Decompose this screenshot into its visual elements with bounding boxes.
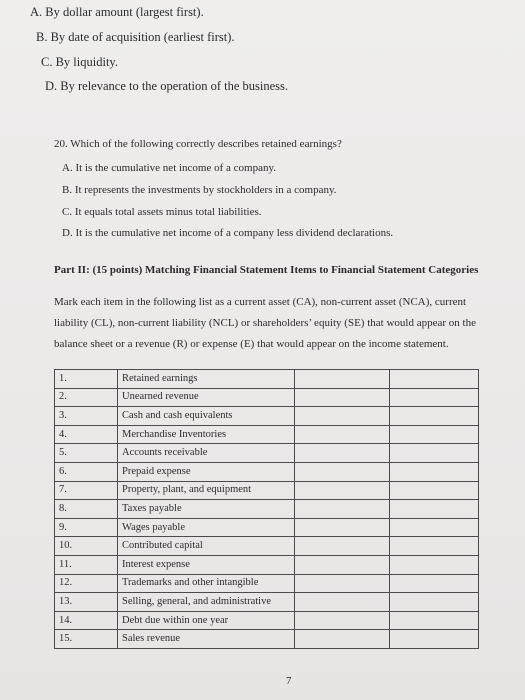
item-number: 5.: [55, 444, 118, 463]
answer-cell[interactable]: [295, 407, 390, 426]
item-name: Prepaid expense: [118, 462, 295, 481]
item-number: 8.: [55, 500, 118, 519]
answer-cell-extra[interactable]: [390, 481, 479, 500]
answer-cell-extra[interactable]: [390, 574, 479, 593]
answer-cell-extra[interactable]: [390, 407, 479, 426]
table-row: [55, 500, 479, 519]
answer-cell-extra[interactable]: [390, 388, 479, 407]
table-row: [55, 407, 479, 426]
page-number: 7: [286, 675, 292, 687]
answer-cell[interactable]: [295, 611, 390, 630]
answer-cell[interactable]: [295, 555, 390, 574]
question-20-option-b: B. It represents the investments by stockholders in a company.: [62, 184, 337, 196]
item-number: 11.: [55, 555, 118, 574]
item-name: Sales revenue: [118, 630, 295, 649]
answer-cell-extra[interactable]: [390, 462, 479, 481]
table-row: [55, 611, 479, 630]
item-name: Taxes payable: [118, 500, 295, 519]
table-row: [55, 388, 479, 407]
item-number: 3.: [55, 407, 118, 426]
item-number: 4.: [55, 425, 118, 444]
table-row: [55, 574, 479, 593]
answer-cell[interactable]: [295, 444, 390, 463]
answer-cell-extra[interactable]: [390, 630, 479, 649]
answer-cell[interactable]: [295, 518, 390, 537]
answer-cell-extra[interactable]: [390, 593, 479, 612]
item-name: Interest expense: [118, 555, 295, 574]
table-row: [55, 481, 479, 500]
answer-cell-extra[interactable]: [390, 370, 479, 389]
answer-cell-extra[interactable]: [390, 611, 479, 630]
answer-cell[interactable]: [295, 593, 390, 612]
answer-cell[interactable]: [295, 537, 390, 556]
matching-table: [54, 369, 479, 649]
item-name: Accounts receivable: [118, 444, 295, 463]
table-row: [55, 630, 479, 649]
answer-cell[interactable]: [295, 574, 390, 593]
instructions-line-1: Mark each item in the following list as a current asset (CA), non-current asset (NCA), current: [54, 296, 467, 308]
answer-cell[interactable]: [295, 481, 390, 500]
table-row: [55, 537, 479, 556]
table-row: [55, 518, 479, 537]
item-name: Contributed capital: [118, 537, 295, 556]
item-number: 14.: [55, 611, 118, 630]
question-20-option-d: D. It is the cumulative net income of a company less dividend declarations.: [62, 227, 394, 239]
part-2-heading: Part II: (15 points) Matching Financial Statement Items to Financial Statement Categories: [54, 264, 479, 276]
item-number: 9.: [55, 518, 118, 537]
table-row: [55, 555, 479, 574]
item-name: Cash and cash equivalents: [118, 407, 295, 426]
table-row: [55, 370, 479, 389]
item-number: 12.: [55, 574, 118, 593]
item-name: Property, plant, and equipment: [118, 481, 295, 500]
question-20-option-c: C. It equals total assets minus total liabilities.: [62, 206, 262, 218]
answer-cell-extra[interactable]: [390, 500, 479, 519]
option-d: D. By relevance to the operation of the business.: [45, 79, 288, 93]
instructions-line-3: balance sheet or a revenue (R) or expense (E) that would appear on the income statement.: [54, 338, 449, 350]
table-row: [55, 444, 479, 463]
answer-cell-extra[interactable]: [390, 555, 479, 574]
answer-cell[interactable]: [295, 425, 390, 444]
question-20-option-a: A. It is the cumulative net income of a company.: [62, 162, 277, 174]
instructions-line-2: liability (CL), non-current liability (NCL) or shareholders’ equity (SE) that would appear on the: [54, 317, 476, 329]
question-20-stem: 20. Which of the following correctly describes retained earnings?: [54, 138, 342, 150]
item-number: 6.: [55, 462, 118, 481]
item-name: Unearned revenue: [118, 388, 295, 407]
answer-cell-extra[interactable]: [390, 537, 479, 556]
answer-cell-extra[interactable]: [390, 518, 479, 537]
option-b: B. By date of acquisition (earliest first).: [36, 30, 235, 44]
item-name: Selling, general, and administrative: [118, 593, 295, 612]
item-name: Retained earnings: [118, 370, 295, 389]
answer-cell[interactable]: [295, 462, 390, 481]
item-number: 15.: [55, 630, 118, 649]
item-name: Trademarks and other intangible: [118, 574, 295, 593]
item-number: 7.: [55, 481, 118, 500]
item-number: 1.: [55, 370, 118, 389]
answer-cell-extra[interactable]: [390, 425, 479, 444]
item-name: Wages payable: [118, 518, 295, 537]
answer-cell-extra[interactable]: [390, 444, 479, 463]
answer-cell[interactable]: [295, 630, 390, 649]
table-row: [55, 593, 479, 612]
option-c: C. By liquidity.: [41, 55, 118, 69]
item-name: Merchandise Inventories: [118, 425, 295, 444]
table-row: [55, 462, 479, 481]
item-number: 2.: [55, 388, 118, 407]
item-number: 13.: [55, 593, 118, 612]
item-number: 10.: [55, 537, 118, 556]
item-name: Debt due within one year: [118, 611, 295, 630]
answer-cell[interactable]: [295, 388, 390, 407]
option-a: A. By dollar amount (largest first).: [30, 5, 204, 19]
table-row: [55, 425, 479, 444]
answer-cell[interactable]: [295, 370, 390, 389]
answer-cell[interactable]: [295, 500, 390, 519]
